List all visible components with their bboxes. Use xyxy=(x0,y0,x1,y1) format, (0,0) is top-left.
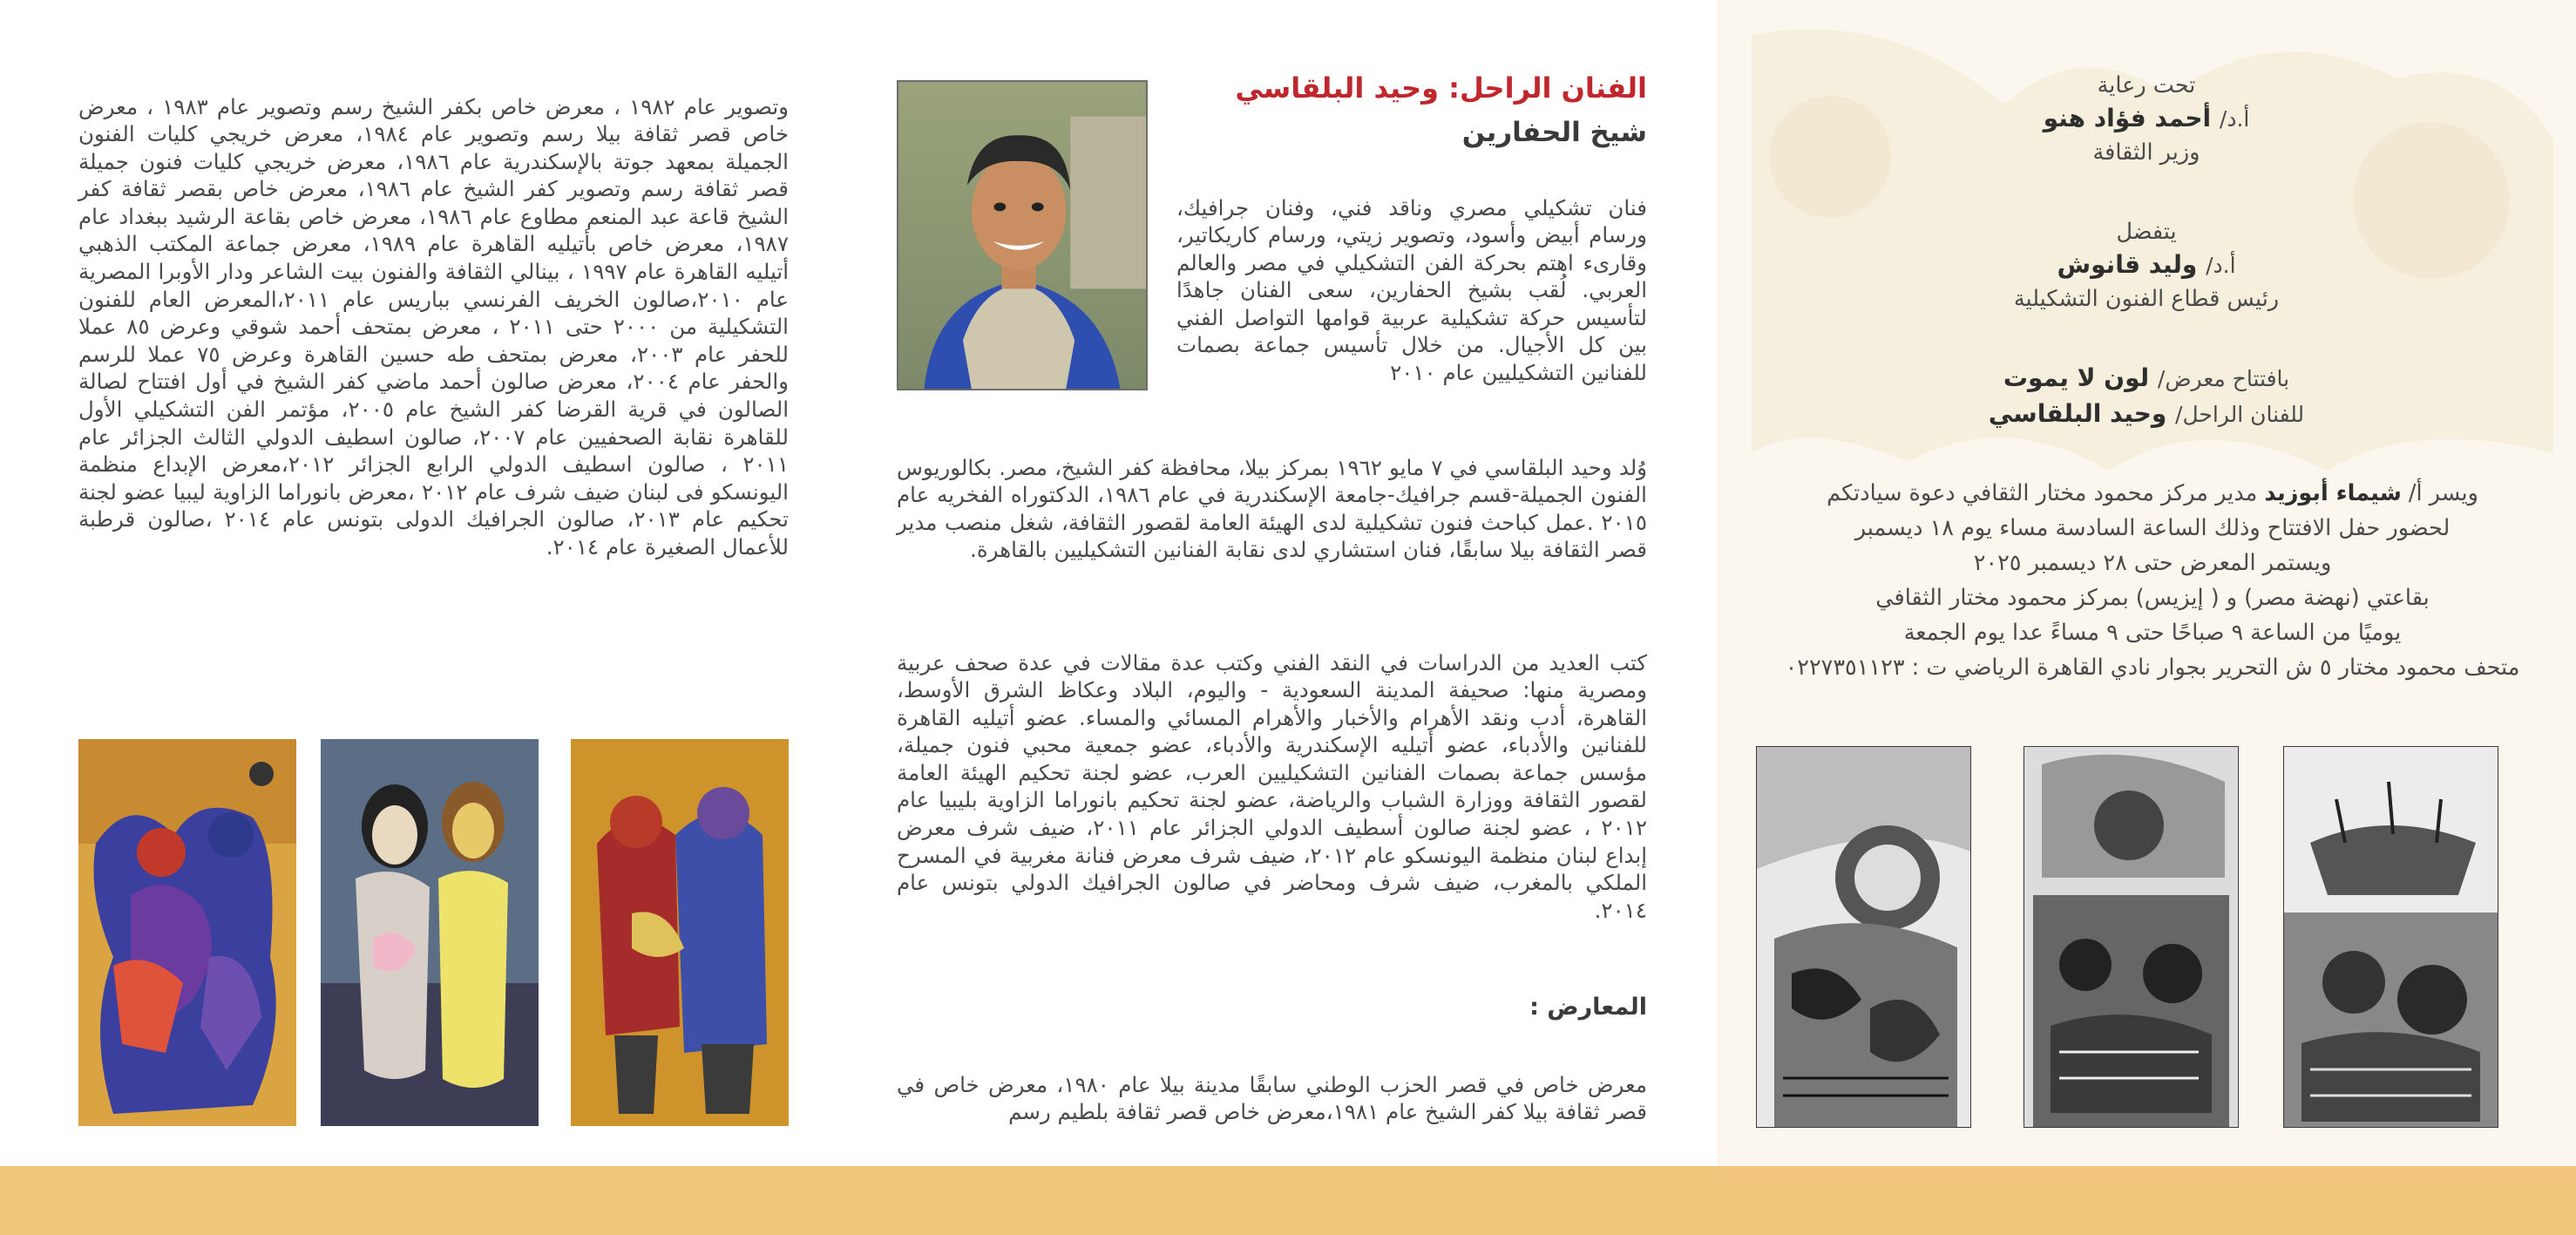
exhibition-line xyxy=(1929,361,2364,397)
artist-intro-text: فنان تشكيلي مصري وناقد فني، وفنان جرافيك، ورسام أبيض وأسود، وتصوير زيتي، ورسام كاريكاتير، وقارىء اهتم بحركة الفن التشكيلي في مصر والعالم العربي. لُقب بشيخ الحفارين، سعى الفنان جاهدًا لتأسيس حركة تشكيلية عربية قوامها التواصل الفني بين كل الأجيال. من خلال تأسيس جماعة بصمات للفنانين التشكيليين عام ٢٠١٠ xyxy=(1176,194,1647,386)
artist-nickname: شيخ الحفارين xyxy=(1461,117,1647,148)
painting-two-women xyxy=(321,739,539,1126)
print-artwork-right xyxy=(2283,746,2498,1128)
invitation-line: لحضور حفل الافتتاح وذلك الساعة السادسة مساء يوم ١٨ ديسمبر xyxy=(1854,515,2451,541)
head-prefix: أ.د/ xyxy=(2206,253,2236,278)
minister-prefix: أ.د/ xyxy=(2219,106,2250,132)
head-name: وليد قانوش xyxy=(2057,250,2198,279)
head-title: رئيس قطاع الفنون التشكيلية xyxy=(2013,286,2280,312)
presence-block xyxy=(1929,216,2364,315)
artist-title: الفنان الراحل: وحيد البلقاسي xyxy=(1235,71,1647,105)
head-line xyxy=(1929,248,2364,283)
exhibition-block xyxy=(1929,361,2364,432)
painting-couple-blue xyxy=(78,739,296,1126)
artist-career-text: كتب العديد من الدراسات في النقد الفني وكتب عدة مقالات في عدة صحف عربية ومصرية منها: صحيفة المدينة السعودية - واليوم، البلاد وعكاظ الشرق الأوسط، القاهرة، أدب ونقد الأهرام والأخبار والأهرام المسائي والمساء. عضو أتيليه القاهرة للفنانين والأدباء، عضو أتيليه الإسكندرية والأدباء، عضو جمعية محبي فنون جميلة، مؤسس جماعة بصمات الفنانين التشكيليين العرب، عضو لجنة تحكيم الهيئة العامة لقصور الثقافة ووزارة الشباب والرياضة، عضو لجنة تحكيم بانوراما الزاوية بليبيا عام ٢٠١٢ ، عضو لجنة صالون أسطيف الدولي الجزائر عام ٢٠١١، ضيف شرف معرض إبداع لبنان منظمة اليونسكو عام ٢٠١٢، ضيف شرف معرض فنانة مغربية في المسرح الملكي بالمغرب، ضيف شرف ومحاضر في صالون الجرافيك الدولي بتونس عام ٢٠١٤. xyxy=(897,649,1648,923)
patronage-label: تحت رعاية xyxy=(2097,72,2196,98)
bottom-bar xyxy=(0,1166,2576,1235)
artist-name: وحيد البلقاسي xyxy=(1988,399,2167,428)
opening-prefix: بافتتاح معرض/ xyxy=(2157,366,2290,391)
artist-biography-text: وُلد وحيد البلقاسي في ٧ مايو ١٩٦٢ بمركز بيلا، محافظة كفر الشيخ، مصر. بكالوريوس الفنون الجميلة-قسم جرافيك-جامعة الإسكندرية في عام ١٩٨٦، الدكتوراه الفخريه عام ٢٠١٥ .عمل كباحث فنون تشكيلية لدى الهيئة العامة لقصور الثقافة، شغل منصب مدير قصر الثقافة بيلا سابقًا، فنان استشاري لدى نقابة الفنانين التشكيليين بالقاهرة. xyxy=(897,454,1647,563)
invitation-text xyxy=(1752,476,2553,685)
painting-seated-figures xyxy=(571,739,789,1126)
minister-name: أحمد فؤاد هنو xyxy=(2043,104,2212,132)
artist-prefix: للفنان الراحل/ xyxy=(2175,402,2305,427)
invitation-line: ويسر أ/ شيماء أبوزيد مدير مركز محمود مختار الثقافي دعوة سيادتكم xyxy=(1827,480,2478,506)
invitation-line: يوميًا من الساعة ٩ صباحًا حتى ٩ مساءً عدا يوم الجمعة xyxy=(1903,620,2402,646)
host-name: شيماء أبوزيد xyxy=(2264,480,2402,506)
artist-photo xyxy=(897,80,1148,390)
presence-label: يتفضل xyxy=(2116,219,2177,245)
patronage-block xyxy=(1972,70,2321,168)
print-artwork-left xyxy=(1756,746,1971,1128)
exhibitions-continued-text: وتصوير عام ١٩٨٢ ، معرض خاص بكفر الشيخ رسم وتصوير عام ١٩٨٣ ، معرض خاص قصر ثقافة بيلا رسم وتصوير عام ١٩٨٤، معرض خريجي كليات الفنون الجميلة بمعهد جوتة بالإسكندرية عام ١٩٨٦، معرض خريجي كليات فنون جميلة قصر ثقافة رسم وتصوير كفر الشيخ عام ١٩٨٦، معرض خاص بقصر ثقافة كفر الشيخ قاعة عبد المنعم مطاوع عام ١٩٨٦، معرض خاص بقاعة الرشيد ببغداد عام ١٩٨٧، معرض خاص بأتيليه القاهرة عام ١٩٨٩، معرض جماعة المكتب الذهبي أتيليه القاهرة عام ١٩٩٧ ، بينالي الثقافة والفنون بيت الشاعر ودار الأوبرا المصرية عام ٢٠١٠،صالون الخريف الفرنسي بباريس عام ٢٠١١،المعرض العام للفنون التشكيلية من ٢٠٠٠ حتى ٢٠١١ ، معرض بمتحف أحمد شوقي وعرض ٨٥ عملا للحفر عام ٢٠٠٣، معرض بمتحف طه حسين القاهرة وعرض ٧٥ عملا للرسم والحفر عام ٢٠٠٤، معرض صالون أحمد ماضي كفر الشيخ في أول افتتاح لصالة الصالون في قرية القرضا كفر الشيخ عام ٢٠٠٥، مؤتمر الفن التشكيلي الأول للقاهرة نقابة الصحفيين عام ٢٠٠٧، صالون اسطيف الدولي الثالث الجزائر عام ٢٠١١ ، صالون اسطيف الدولي الرابع الجزائر ٢٠١٢،معرض الإبداع منظمة اليونسكو فى لبنان ضيف شرف عام ٢٠١٢ ،معرض بانوراما الزاوية ليبيا عضو لجنة تحكيم عام ٢٠١٣، صالون الجرافيك الدولى بتونس عام ٢٠١٤ ،صالون قرطبة للأعمال الصغيرة عام ٢٠١٤. xyxy=(78,93,790,560)
middle-panel xyxy=(845,0,1717,1166)
invitation-line: بقاعتي (نهضة مصر) و ( إيزيس) بمركز محمود مختار الثقافي xyxy=(1875,585,2430,611)
left-panel xyxy=(0,0,845,1166)
invitation-line: متحف محمود مختار ٥ ش التحرير بجوار نادي القاهرة الرياضي ت : ٠٢٢٧٣٥١١٢٣ xyxy=(1785,655,2520,681)
print-artwork-middle xyxy=(2024,746,2239,1128)
minister-title: وزير الثقافة xyxy=(2092,139,2200,166)
artist-line xyxy=(1929,397,2364,432)
right-panel xyxy=(1717,0,2576,1166)
invitation-line: ويستمر المعرض حتى ٢٨ ديسمبر ٢٠٢٥ xyxy=(1973,550,2332,576)
exhibitions-heading: المعارض : xyxy=(1529,994,1647,1021)
exhibitions-text: معرض خاص في قصر الحزب الوطني سابقًا مدينة بيلا عام ١٩٨٠، معرض خاص في قصر ثقافة بيلا كفر الشيخ عام ١٩٨١،معرض خاص قصر ثقافة بلطيم رسم xyxy=(897,1071,1647,1125)
minister-line xyxy=(1972,101,2321,137)
exhibition-name: لون لا يموت xyxy=(2003,363,2150,392)
